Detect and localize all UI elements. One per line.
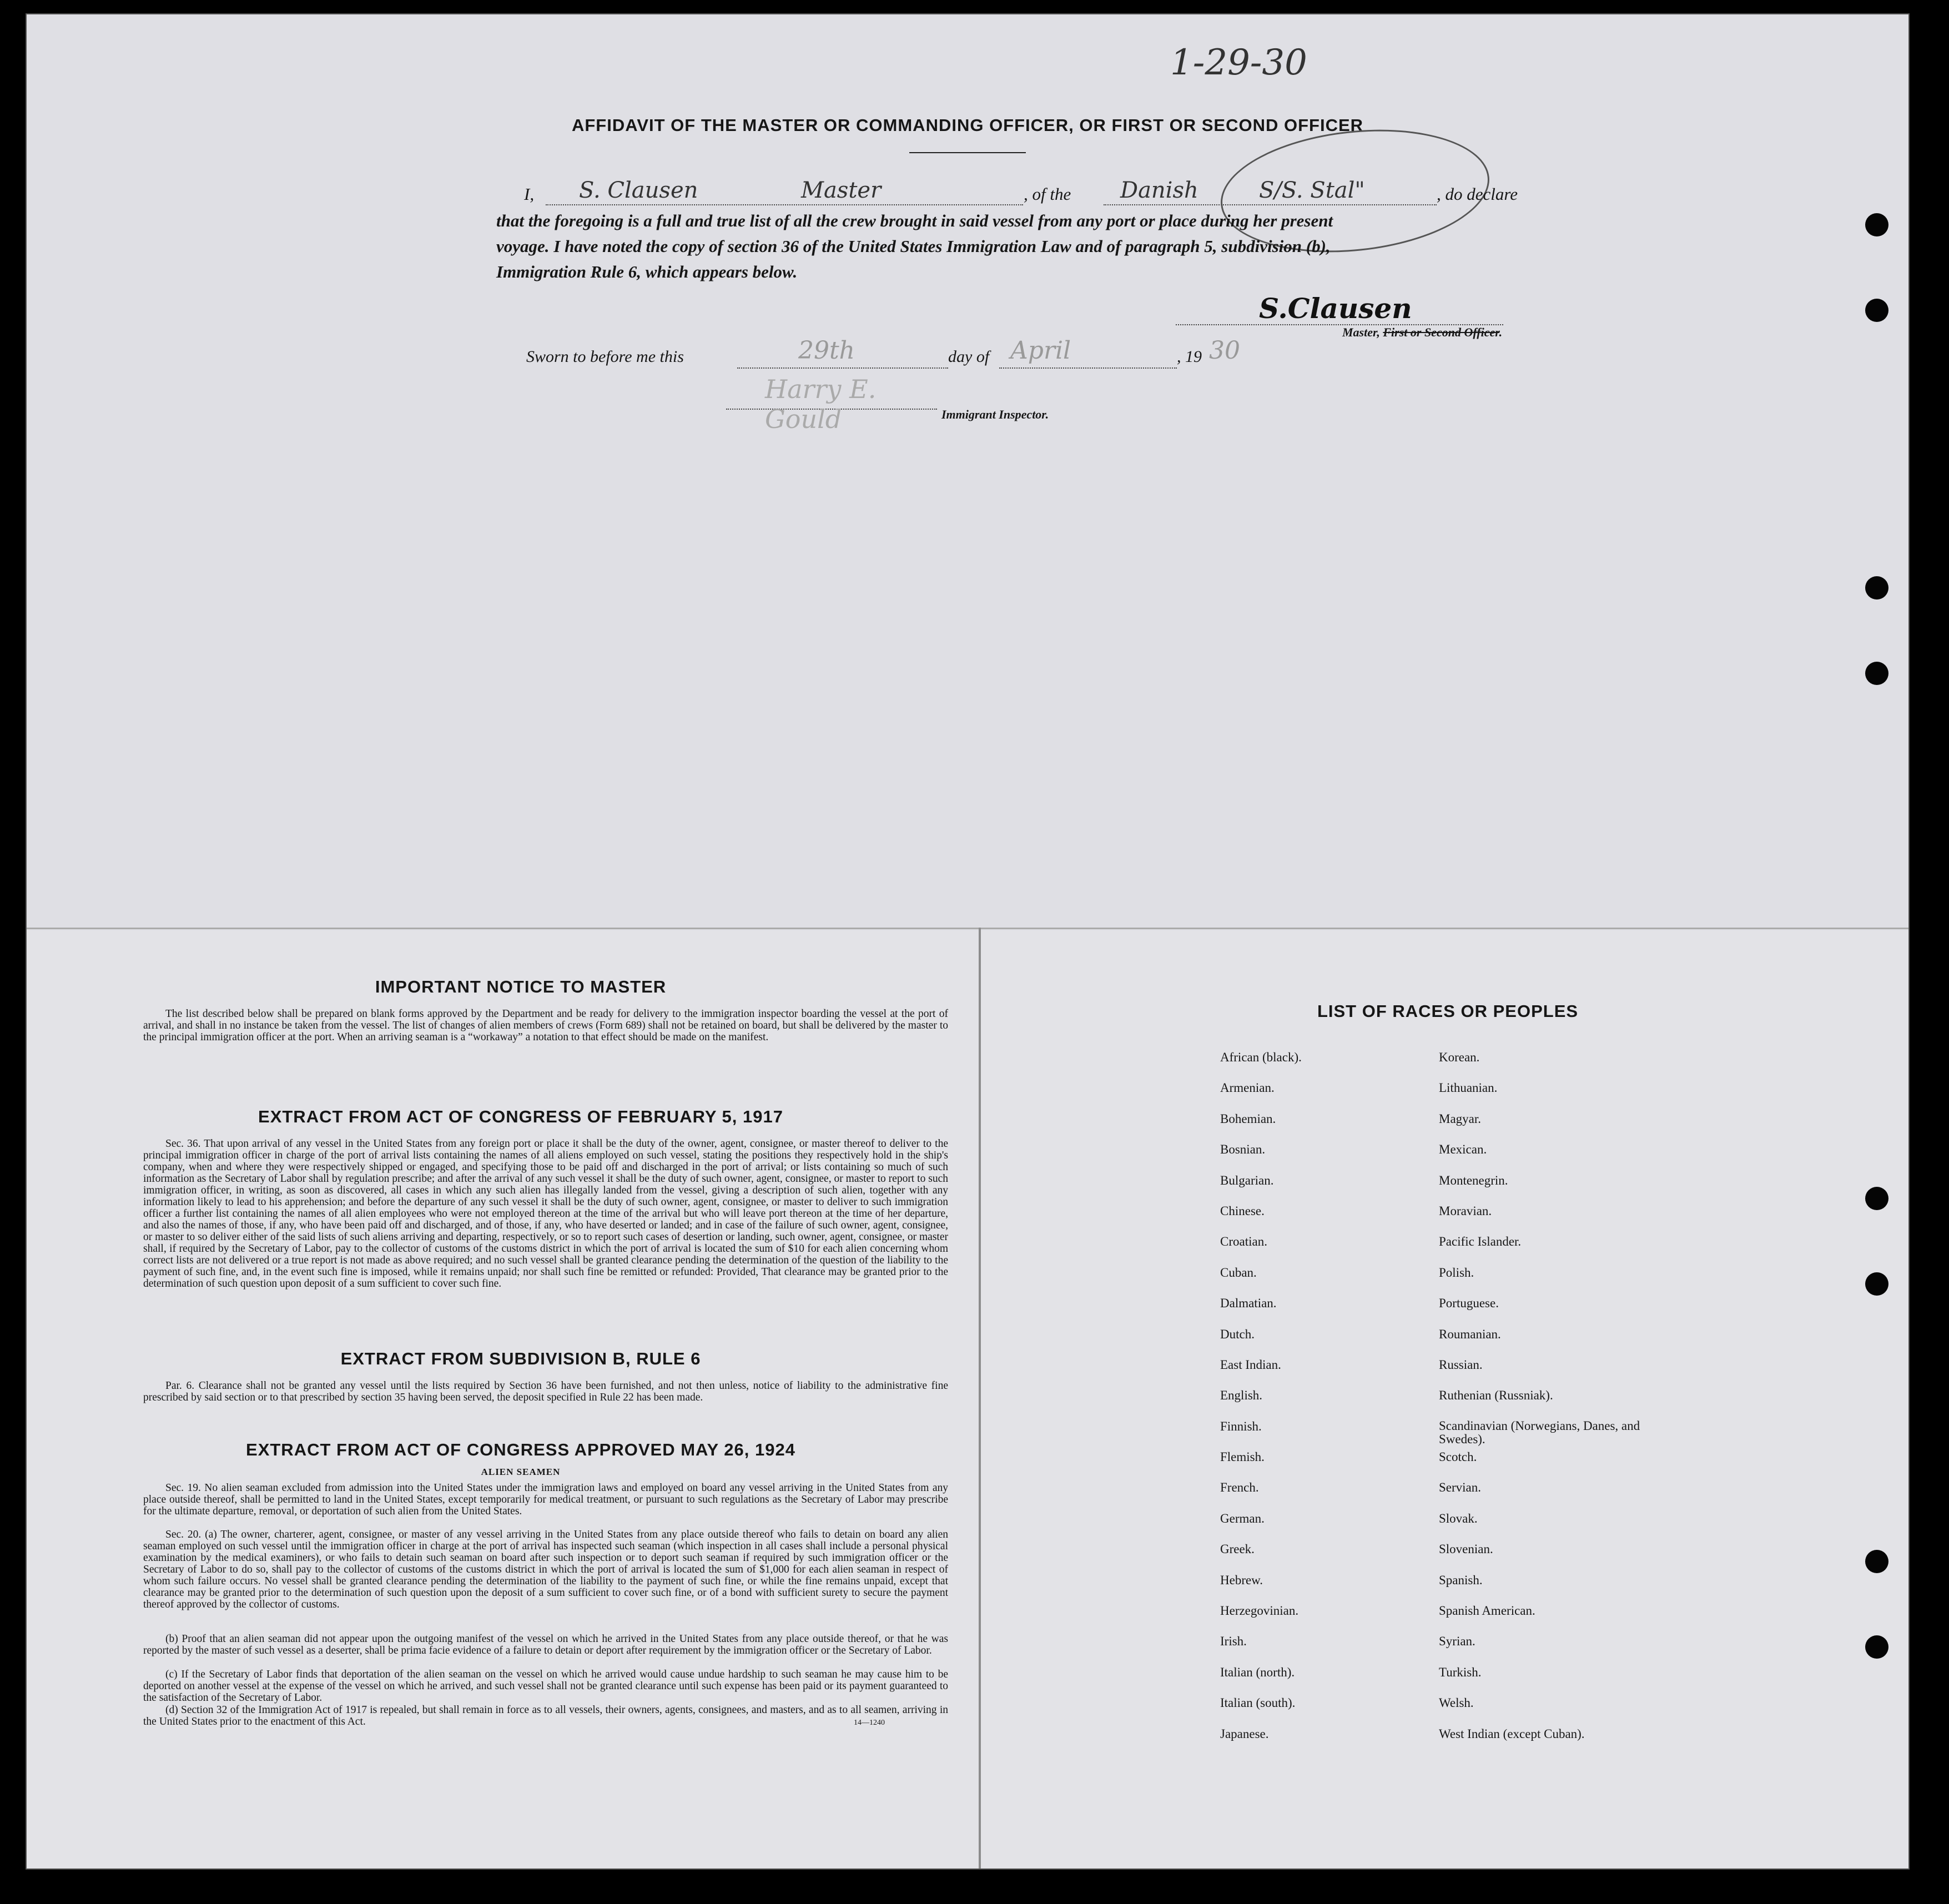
punch-hole bbox=[1865, 213, 1888, 236]
day-of-label: day of bbox=[948, 347, 990, 366]
race-item: Irish. bbox=[1220, 1634, 1247, 1649]
year-prefix: , 19 bbox=[1177, 347, 1202, 366]
race-item: Portuguese. bbox=[1439, 1296, 1499, 1311]
punch-hole bbox=[1865, 1635, 1888, 1659]
day-value: 29th bbox=[798, 336, 855, 365]
master-rank: Master bbox=[801, 178, 882, 203]
race-item: Pacific Islander. bbox=[1439, 1235, 1522, 1249]
race-item: Bulgarian. bbox=[1220, 1173, 1274, 1187]
master-signature-line bbox=[1176, 292, 1503, 325]
race-item: Slovenian. bbox=[1439, 1542, 1493, 1557]
race-item: Japanese. bbox=[1220, 1726, 1269, 1741]
notice-text: The list described below shall be prepared on blank forms approved by the Department and be ready for delivery to the immigration inspector boarding the vessel at the port of arrival, and shall in no instance be taken from the vessel. The list of changes of alien members of crews (Form 689) shall not be retained on board, but shall be delivered by the master to the principal immigration officer at the port. When an arriving seaman is a “workaway” a notation to that effect should be made on the manifest. bbox=[143, 1008, 948, 1043]
punch-hole bbox=[1865, 1550, 1888, 1573]
race-item: Montenegrin. bbox=[1439, 1173, 1508, 1187]
race-item: West Indian (except Cuban). bbox=[1439, 1726, 1585, 1741]
form-number: 14—1240 bbox=[854, 1719, 885, 1727]
inspector-signature-line bbox=[726, 374, 937, 434]
extract-1924-sec20a: Sec. 20. (a) The owner, charterer, agent, consignee, or master of any vessel arriving in the United States from any place outside thereof who fails to detain on board any alien seaman employed on such vessel until the immigration officer in charge at the port of arrival has inspected such seaman (which inspection in all cases shall include a personal physical examination by the medical examiners), or who fails to detain such seaman on board after such inspection or to deport such seaman if required by such immigration officer or the Secretary of Labor to do so, shall pay to the collector of customs of the customs district in which the port of arrival is located the sum of $1,000 for each alien seaman in respect of whom such failure occurs. No vessel shall be granted clearance pending the determination of the liability to the payment of such fine, or while the fine remains unpaid, except that clearance may be granted prior to the determination of such question upon the deposit of a sum sufficient to cover such fine, or of a bond with sufficient surety to secure the payment thereof approved by the collector of customs. bbox=[143, 1529, 948, 1610]
master-name: S. Clausen bbox=[579, 178, 698, 203]
race-item: Ruthenian (Russniak). bbox=[1439, 1388, 1553, 1403]
race-item: Greek. bbox=[1220, 1542, 1255, 1557]
declaration-line-4: Immigration Rule 6, which appears below. bbox=[496, 262, 798, 281]
master-signature: S.Clausen bbox=[1259, 292, 1412, 325]
month-value: April bbox=[1010, 336, 1071, 365]
punch-hole bbox=[1865, 662, 1888, 685]
race-item: Magyar. bbox=[1439, 1111, 1482, 1126]
inspector-signature: Harry E. Gould bbox=[765, 374, 877, 434]
punch-hole bbox=[1865, 1187, 1888, 1210]
race-item: Finnish. bbox=[1220, 1419, 1262, 1433]
month-field bbox=[999, 336, 1177, 369]
race-item: Spanish American. bbox=[1439, 1604, 1535, 1618]
race-item: Scotch. bbox=[1439, 1450, 1477, 1464]
race-item: Scandinavian (Norwegians, Danes, and Swedes). bbox=[1439, 1418, 1640, 1446]
race-item: Hebrew. bbox=[1220, 1573, 1263, 1587]
sworn-label: Sworn to before me this bbox=[526, 347, 684, 366]
sig-label-master: Master, bbox=[1342, 325, 1383, 339]
race-item: Chinese. bbox=[1220, 1203, 1265, 1218]
title-rule bbox=[909, 152, 1026, 153]
race-item: German. bbox=[1220, 1511, 1265, 1525]
signature-label bbox=[1342, 325, 1502, 340]
race-item: East Indian. bbox=[1220, 1357, 1281, 1372]
race-item: Dutch. bbox=[1220, 1327, 1255, 1341]
punch-hole bbox=[1865, 1272, 1888, 1296]
extract-rule6-text: Par. 6. Clearance shall not be granted any vessel until the lists required by Section 36 have been furnished, and not then unless, notice of liability to the administrative fine prescribed by said section or to that prescribed by section 35 having been served, the deposit specified in Rule 22 has been made. bbox=[143, 1380, 948, 1403]
race-item: Moravian. bbox=[1439, 1203, 1492, 1218]
punch-hole bbox=[1865, 299, 1888, 322]
extract-1924-subtitle: ALIEN SEAMEN bbox=[481, 1467, 561, 1477]
race-item: Bohemian. bbox=[1220, 1111, 1276, 1126]
name-field bbox=[546, 178, 1023, 205]
race-item: Korean. bbox=[1439, 1050, 1480, 1064]
race-item: Slovak. bbox=[1439, 1511, 1478, 1525]
notice-title: IMPORTANT NOTICE TO MASTER bbox=[375, 977, 667, 996]
race-item: Italian (south). bbox=[1220, 1696, 1296, 1710]
race-item: Lithuanian. bbox=[1439, 1081, 1498, 1095]
sig-label-end: . bbox=[1499, 325, 1503, 339]
vertical-fold bbox=[979, 928, 981, 1868]
declaration-line-2: that the foregoing is a full and true list of all the crew brought in said vessel from any port or place during her present bbox=[496, 211, 1333, 230]
document-page bbox=[26, 13, 1910, 1870]
i-label: I, bbox=[524, 184, 535, 204]
affidavit-title: AFFIDAVIT OF THE MASTER OR COMMANDING OFFICER, OR FIRST OR SECOND OFFICER bbox=[571, 115, 1364, 135]
vessel-nationality: Danish bbox=[1120, 178, 1198, 203]
top-note: 1-29-30 bbox=[1170, 42, 1307, 83]
extract-rule6-title: EXTRACT FROM SUBDIVISION B, RULE 6 bbox=[340, 1349, 701, 1368]
inspector-label: Immigrant Inspector. bbox=[941, 407, 1049, 421]
race-item: Spanish. bbox=[1439, 1573, 1483, 1587]
races-right-column bbox=[1439, 1050, 1672, 1757]
races-title: LIST OF RACES OR PEOPLES bbox=[1317, 1001, 1579, 1021]
race-item: Flemish. bbox=[1220, 1450, 1265, 1464]
extract-1924-sec19: Sec. 19. No alien seaman excluded from admission into the United States under the immigration laws and employed on board any vessel arriving in the United States from any place outside thereof, shall be permitted to land in the United States, except temporarily for medical treatment, or pursuant to such regulations as the Secretary of Labor may prescribe for the ultimate departure, removal, or deportation of such alien from the United States. bbox=[143, 1482, 948, 1517]
extract-1924-sec20c: (c) If the Secretary of Labor finds that deportation of the alien seaman on the vessel on which he arrived would cause undue hardship to such seaman he may cause him to be deported on another vessel at the expense of the vessel on which he arrived, and such vessel shall not be granted clearance until such expense has been paid or its payment guaranteed to the satisfaction of the Secretary of Labor. bbox=[143, 1669, 948, 1704]
extract-1917-title: EXTRACT FROM ACT OF CONGRESS OF FEBRUARY 5, 1917 bbox=[258, 1107, 783, 1126]
of-the-label: , of the bbox=[1024, 184, 1071, 204]
race-item: Bosnian. bbox=[1220, 1142, 1266, 1157]
extract-1917-text: Sec. 36. That upon arrival of any vessel in the United States from any foreign port or place it shall be the duty of the owner, agent, consignee, or master thereof to deliver to the principal immigration officer in charge of the port of arrival lists containing the names of all aliens employed on such vessel, stating the positions they respectively hold in the ship's company, when and where they were respectively shipped or engaged, and specifying those to be paid off and discharged in the port of arrival; or lists containing so much of such information as the Secretary of Labor shall by regulation prescribe; and after the arrival of any such vessel it shall be the duty of such owner, agent, consignee, or master to report to such immigration officer, in writing, as soon as discovered, all cases in which any such alien has illegally landed from the vessel, giving a description of such alien, together with any information likely to lead to his apprehension; and before the departure of any such vessel it shall be the duty of such owner, agent, consignee, or master to deliver to such immigration officer a further list containing the names of all alien employees who were not employed thereon at the time of the arrival but who will leave port thereon at the time of her departure, and also the names of those, if any, who have been paid off and discharged, and of those, if any, who have deserted or landed; and in case of the failure of such owner, agent, consignee, or master to so deliver either of the said lists of such aliens arriving and departing, respectively, or so to report such cases of desertion or landing, such owner, agent, consignee, or master shall, if required by the Secretary of Labor, pay to the collector of customs of the customs district in which the port of arrival is located the sum of $10 for each alien concerning whom correct lists are not delivered or a true report is not made as above required; and no such vessel shall be granted clearance pending the determination of the question of the liability to the payment of such fine, and, in the event such fine is imposed, while it remains unpaid; nor shall such fine be remitted or refunded: Provided, That clearance may be granted prior to the determination of such question upon deposit of a sum sufficient to cover such fine. bbox=[143, 1138, 948, 1290]
day-field bbox=[737, 336, 948, 369]
race-item: Roumanian. bbox=[1439, 1327, 1501, 1341]
sig-label-struck: First or Second Officer bbox=[1383, 325, 1499, 339]
extract-1924-sec20b: (b) Proof that an alien seaman did not appear upon the outgoing manifest of the vessel on which he arrived in the United States from any place outside thereof, or that he was reported by the master of such vessel as a deserter, shall be prima facie evidence of a failure to detain or deport after requirement by the immigration officer or the Secretary of Labor. bbox=[143, 1633, 948, 1656]
declaration-line-3: voyage. I have noted the copy of section 36 of the United States Immigration Law and of paragraph 5, subdivision (b), bbox=[496, 236, 1331, 256]
race-item: Welsh. bbox=[1439, 1696, 1474, 1710]
race-item: African (black). bbox=[1220, 1050, 1302, 1064]
race-item: Servian. bbox=[1439, 1480, 1482, 1495]
extract-1924-sec20d: (d) Section 32 of the Immigration Act of 1917 is repealed, but shall remain in force as to all vessels, their owners, agents, consignees, and masters, and as to all seamen, arriving in the United States prior to the enactment of this Act. bbox=[143, 1704, 948, 1727]
race-item: Syrian. bbox=[1439, 1634, 1475, 1649]
races-left-column bbox=[1220, 1050, 1431, 1757]
extract-1924-title: EXTRACT FROM ACT OF CONGRESS APPROVED MAY 26, 1924 bbox=[246, 1440, 795, 1459]
race-item: Croatian. bbox=[1220, 1235, 1267, 1249]
race-item: Italian (north). bbox=[1220, 1665, 1295, 1679]
year-value: 30 bbox=[1209, 336, 1240, 365]
race-item: English. bbox=[1220, 1388, 1263, 1403]
affidavit-panel bbox=[27, 14, 1908, 930]
race-item: Armenian. bbox=[1220, 1081, 1275, 1095]
race-item: Polish. bbox=[1439, 1265, 1474, 1280]
do-declare-label: , do declare bbox=[1437, 184, 1518, 204]
race-item: Cuban. bbox=[1220, 1265, 1257, 1280]
race-item: Russian. bbox=[1439, 1357, 1483, 1372]
race-item: Turkish. bbox=[1439, 1665, 1482, 1679]
punch-hole bbox=[1865, 576, 1888, 600]
race-item: Mexican. bbox=[1439, 1142, 1487, 1157]
race-item: Dalmatian. bbox=[1220, 1296, 1277, 1311]
race-item: Herzegovinian. bbox=[1220, 1604, 1299, 1618]
vessel-name: S/S. Stal" bbox=[1259, 178, 1365, 203]
race-item: French. bbox=[1220, 1480, 1259, 1495]
horizontal-fold bbox=[27, 928, 1908, 929]
